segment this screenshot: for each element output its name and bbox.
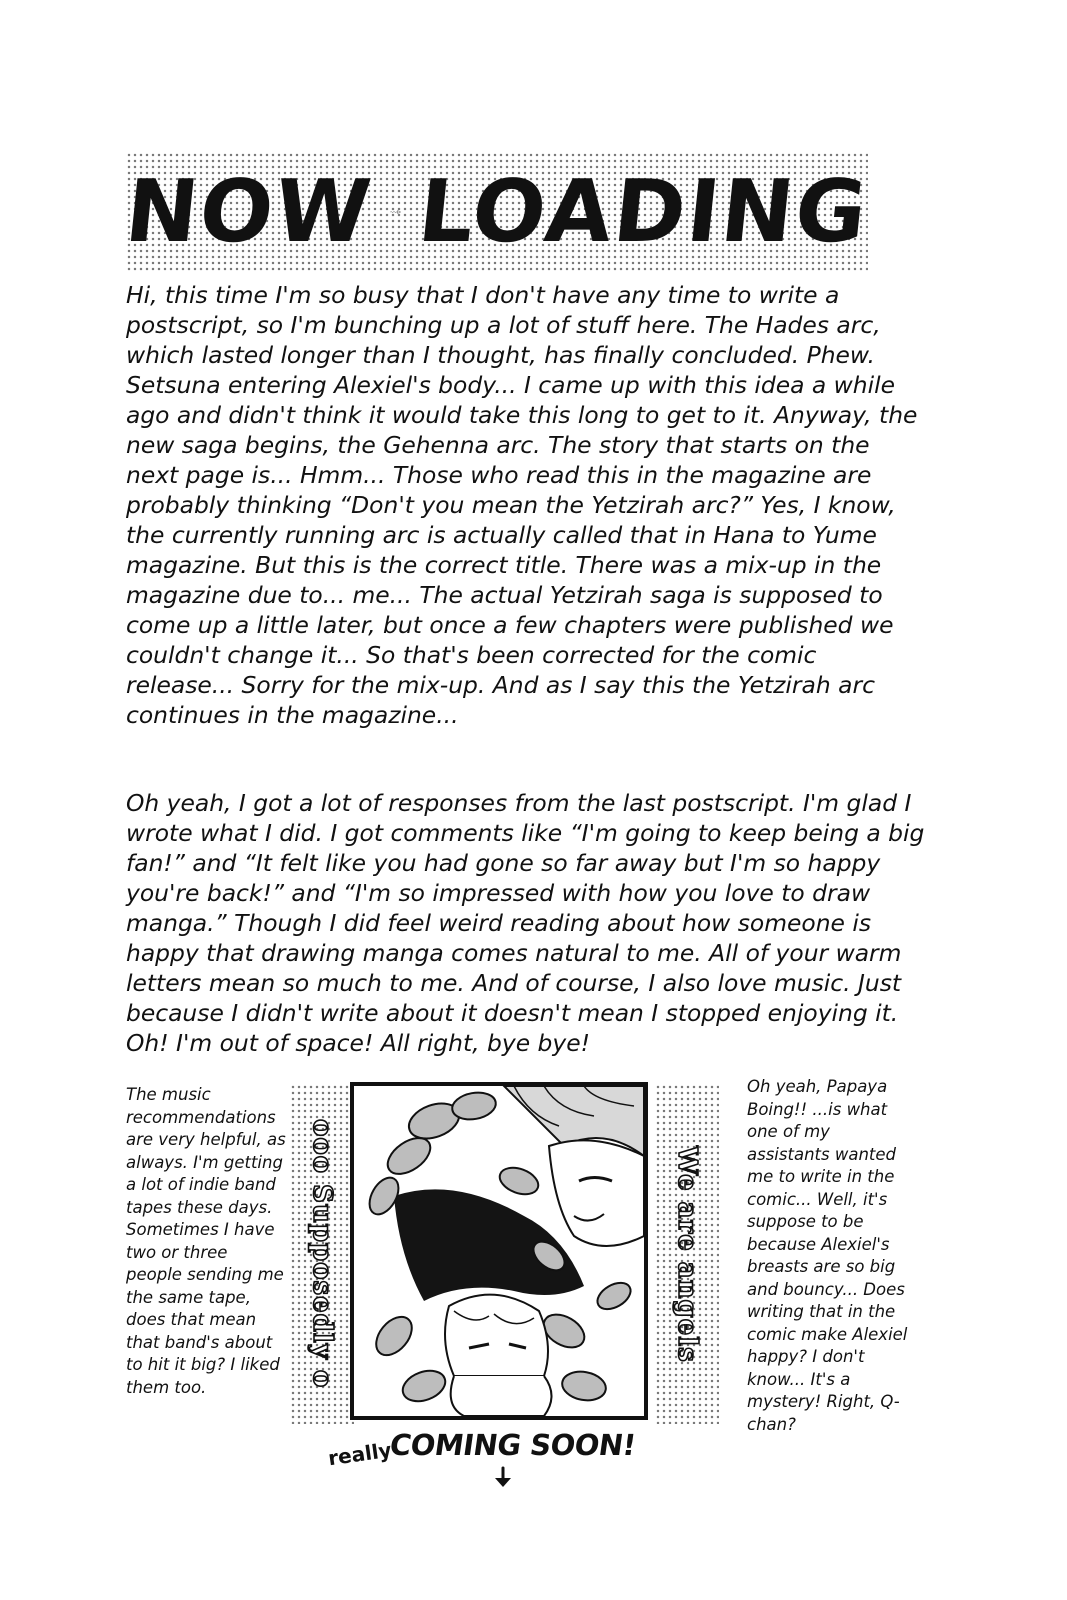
coming-soon-caption	[320, 1424, 650, 1484]
header-band	[120, 152, 874, 272]
manga-illustration	[354, 1086, 644, 1416]
vertical-text-we-are-angels: We are angels	[672, 1145, 702, 1363]
title-now: NOW	[120, 162, 378, 262]
coming-soon-prefix: really	[326, 1437, 394, 1471]
illustration-panel	[350, 1082, 648, 1420]
squiggle-arrow-icon	[390, 190, 401, 234]
vertical-banner-left	[290, 1084, 354, 1424]
page-title	[120, 152, 874, 272]
intro-paragraph: Hi, this time I'm so busy that I don't have any time to write a postscript, so I'm bunching up a lot of stuff here. The Hades arc, which lasted longer than I thought, has finally concluded. Phew. Setsuna entering Alexiel's body... I came up with this idea a while ago and didn't think it would take this long to get to it. Anyway, the new saga begins, the Gehenna arc. The story that starts on the next page is... Hmm... Those who read this in the magazine are probably thinking “Don't you mean the Yetzirah arc?” Yes, I know, the currently running arc is actually called that in Hana to Yume magazine. But this is the correct title. There was a mix-up in the magazine due to... me... The actual Yetzirah saga is supposed to come up a little later, but once a few chapters were published we couldn't change it... So that's been corrected for the comic release... Sorry for the mix-up. And as I say this the Yetzirah arc continues in the magazine...	[126, 281, 918, 729]
responses-paragraph: Oh yeah, I got a lot of responses from the last postscript. I'm glad I wrote what I did. I got comments like “I'm going to keep being a big fan!” and “It felt like you had gone so far away but I'm so happy you're back!” and “I'm so impressed with how you love to draw manga.” Though I did feel weird reading about how someone is happy that drawing manga comes natural to me. All of your warm letters mean so much to me. And of course, I also love music. Just because I didn't write about it doesn't mean I stopped enjoying it. Oh! I'm out of space! All right, bye bye!	[126, 789, 925, 1057]
down-arrow-icon	[492, 1466, 514, 1488]
vertical-text-supposedly: ooo Supposedly o	[307, 1119, 337, 1389]
title-loading: LOADING	[413, 162, 874, 262]
vertical-banner-right	[655, 1084, 719, 1424]
coming-soon-text: COMING SOON!	[387, 1428, 638, 1462]
papaya-note: Oh yeah, Papaya Boing!! ...is what one of my assistants wanted me to write in the comic... Well, it's suppose to be because Alexiel's breasts are so big and bouncy... Does writing that in the comic make Alexiel happy? I don't know... It's a mystery! Right, Q-chan?	[747, 1077, 908, 1434]
music-note: The music recommendations are very helpful, as always. I'm getting a lot of indie band tapes these days. Sometimes I have two or three people sending me the same tape, does that mean that band's about to hit it big? I liked them too.	[126, 1085, 286, 1397]
